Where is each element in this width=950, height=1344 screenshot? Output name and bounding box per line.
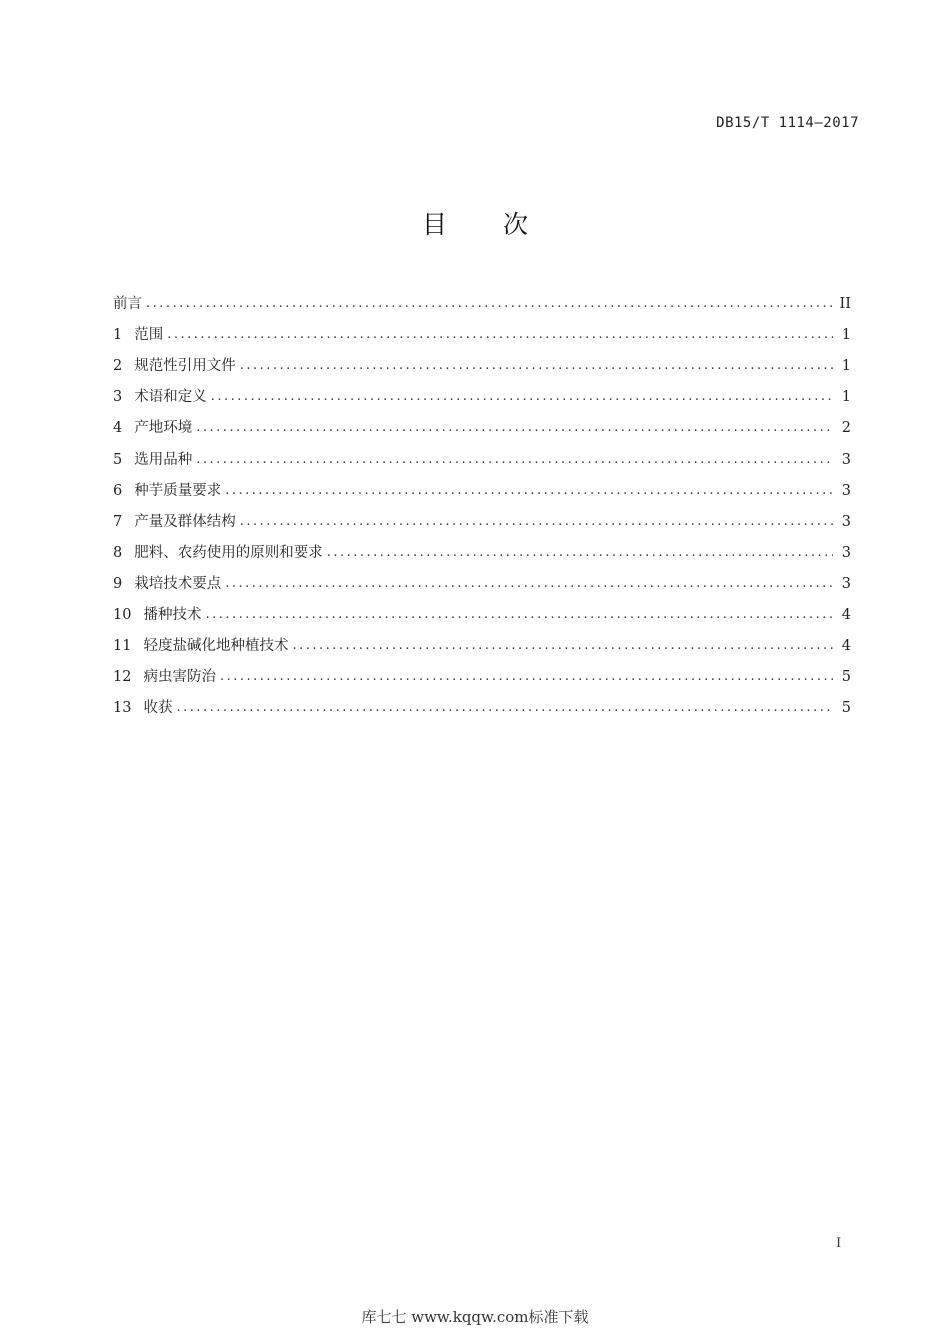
toc-entry-page: 4 (841, 638, 851, 655)
document-code: DB15/T 1114—2017 (716, 115, 859, 131)
toc-entry-5[interactable] (113, 440, 851, 471)
toc-leader-dots (327, 541, 833, 565)
toc-entry-label: 前言 (113, 296, 142, 313)
toc-entry-label: 种芋质量要求 (134, 482, 222, 499)
toc-leader-dots (196, 448, 833, 472)
toc-entry-label: 选用品种 (134, 451, 193, 468)
toc-entry-page: 1 (841, 389, 851, 406)
toc-leader-dots (220, 665, 833, 689)
toc-entry-number: 8 (113, 544, 123, 561)
toc-entry-page: 1 (841, 358, 851, 375)
page-number: I (836, 1236, 842, 1251)
toc-leader-dots (176, 696, 833, 720)
toc-entry-page: 1 (841, 327, 851, 344)
toc-leader-dots (292, 634, 833, 658)
toc-entry-1[interactable] (113, 316, 851, 347)
toc-entry-number: 9 (113, 575, 123, 592)
toc-entry-label: 产量及群体结构 (134, 513, 236, 530)
toc-entry-label: 轻度盐碱化地种植技术 (143, 638, 289, 655)
toc-entry-8[interactable] (113, 534, 851, 565)
toc-entry-number: 7 (113, 513, 123, 530)
toc-entry-label: 播种技术 (143, 607, 202, 624)
toc-entry-number: 11 (113, 638, 132, 655)
toc-entry-number: 5 (113, 451, 123, 468)
toc-entry-label: 术语和定义 (134, 389, 207, 406)
toc-entry-label: 肥料、农药使用的原则和要求 (134, 544, 323, 561)
toc-entry-page: 4 (841, 607, 851, 624)
toc-entry-page: 5 (841, 669, 851, 686)
toc-entry-number: 6 (113, 482, 123, 499)
toc-entry-9[interactable] (113, 565, 851, 596)
toc-entry-page: 5 (841, 700, 851, 717)
toc-entry-page: 3 (841, 451, 851, 468)
toc-entry-label: 产地环境 (134, 420, 193, 437)
toc-entry-3[interactable] (113, 378, 851, 409)
toc-leader-dots (240, 510, 833, 534)
toc-entry-number: 2 (113, 358, 123, 375)
toc-entry-label: 范围 (134, 327, 164, 344)
toc-entry-page: 2 (841, 420, 851, 437)
toc-leader-dots (211, 385, 833, 409)
toc-entry-12[interactable] (113, 658, 851, 689)
toc-entry-label: 收获 (143, 700, 173, 717)
toc-entry-number: 12 (113, 669, 132, 686)
toc-leader-dots (240, 354, 833, 378)
toc-leader-dots (225, 572, 833, 596)
toc-entry-number: 1 (113, 327, 123, 344)
toc-entry-13[interactable] (113, 689, 851, 720)
toc-entry-page: 3 (841, 575, 851, 592)
toc-entry-preface[interactable] (113, 285, 851, 316)
toc-entry-11[interactable] (113, 627, 851, 658)
toc-entry-page: 3 (841, 544, 851, 561)
toc-entry-number: 4 (113, 420, 123, 437)
toc-entry-label: 规范性引用文件 (134, 358, 236, 375)
toc-leader-dots (225, 479, 833, 503)
toc-entry-10[interactable] (113, 596, 851, 627)
toc-entry-label: 病虫害防治 (143, 669, 216, 686)
toc-entry-number: 13 (113, 700, 132, 717)
toc-entry-page: 3 (841, 482, 851, 499)
toc-leader-dots (167, 323, 833, 347)
toc-entry-page: 3 (841, 513, 851, 530)
toc-leader-dots (146, 292, 832, 316)
toc-entry-6[interactable] (113, 472, 851, 503)
toc-entry-4[interactable] (113, 409, 851, 440)
toc-entry-number: 10 (113, 607, 132, 624)
toc-entry-number: 3 (113, 389, 123, 406)
toc-entry-page: II (839, 296, 851, 313)
toc-entry-2[interactable] (113, 347, 851, 378)
toc-entry-7[interactable] (113, 503, 851, 534)
footer-watermark: 库七七 www.kqqw.com标准下载 (361, 1308, 589, 1326)
toc-leader-dots (205, 603, 833, 627)
toc-entry-label: 栽培技术要点 (134, 575, 222, 592)
table-of-contents (113, 285, 851, 720)
toc-title: 目 次 (422, 210, 552, 239)
toc-leader-dots (196, 416, 833, 440)
